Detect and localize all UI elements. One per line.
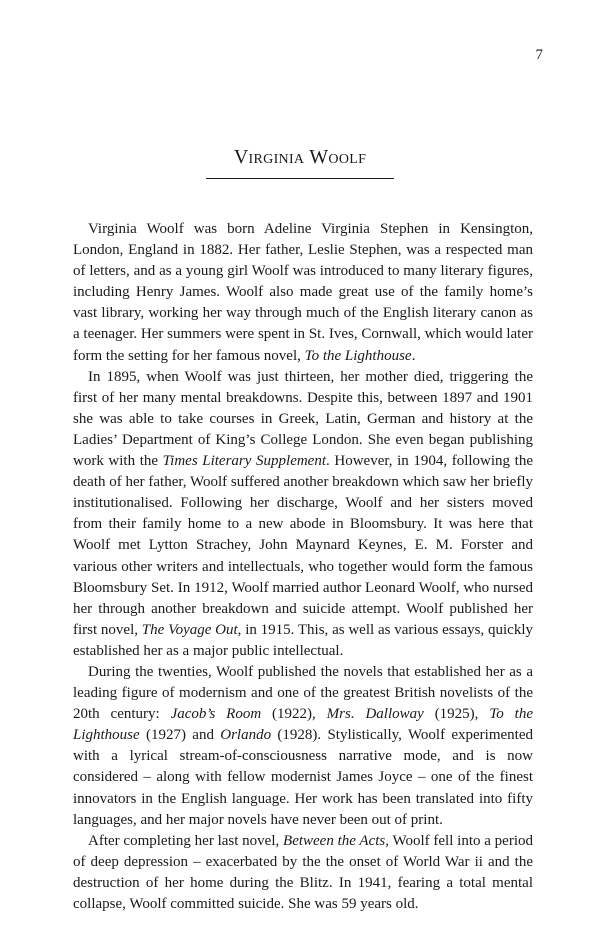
text-segment: , in 1915. This, as well as various essays, quickly established her as a major public intellectual. xyxy=(73,621,533,659)
text-segment: (1925), xyxy=(423,706,490,723)
paragraph-1 xyxy=(73,219,533,367)
paragraph-3 xyxy=(73,662,533,831)
title-rule xyxy=(206,178,394,179)
text-segment: In 1895, when Woolf was just thirteen, her mother died, triggering the first of her many mental breakdowns. Despite this, between 1897 and 1901 she was able to take courses in Greek, Latin, German and history at the Ladies’ Department of King’s College London. She even began publishing work with the xyxy=(73,368,533,470)
book-title-italic: The Voyage Out xyxy=(141,621,238,638)
book-title-italic: Between the Acts xyxy=(283,832,386,849)
paragraph-2 xyxy=(73,367,533,662)
text-segment: . xyxy=(411,347,416,364)
publication-title-italic: Times Literary Supplement xyxy=(162,453,327,470)
text-segment: (1927) and xyxy=(139,727,221,744)
book-title-italic: Jacob’s Room xyxy=(170,706,262,723)
text-segment: , Woolf fell into a period of deep depression – exacerbated by the the onset of World War ii and the destruction of her home during the Blitz. In 1941, fearing a total mental collapse, Woolf committed suicide. She was 59 years old. xyxy=(73,832,533,912)
page-number: 7 xyxy=(535,47,543,63)
paragraph-4 xyxy=(73,831,533,915)
text-segment: (1928). Stylistically, Woolf experimented with a lyrical stream-of-consciousness narrative mode, and is now considered – along with fellow modernist James Joyce – one of the finest innovators in the English language. Her work has been translated into fifty languages, and her major novels have never been out of print. xyxy=(73,727,533,828)
body-text xyxy=(73,219,533,915)
book-title-italic: To the Lighthouse xyxy=(304,347,412,364)
book-title-italic: Mrs. Dalloway xyxy=(326,706,424,723)
text-segment: After completing her last novel, xyxy=(88,832,284,849)
text-segment: Virginia Woolf was born Adeline Virginia Stephen in Kensington, London, England in 1882. Her father, Leslie Stephen, was a respected man of letters, and as a young girl Woolf was introduced to many literary figures, including Henry James. Woolf also made great use of the family home’s vast library, working her way through much of the English literary canon as a teenager. Her summers were spent in St. Ives, Cornwall, which would later form the setting for her famous novel, xyxy=(73,221,533,364)
text-segment: During the twenties, Woolf published the novels that established her as a leading figure of modernism and one of the greatest British novelists of the 20th century: xyxy=(73,663,533,723)
book-title-italic: To the Lighthouse xyxy=(73,706,533,744)
chapter-title: Virginia Woolf xyxy=(233,146,367,168)
text-segment: . However, in 1904, following the death of her father, Woolf suffered another breakdown which saw her briefly institutionalised. Following her discharge, Woolf and her sisters moved from their family home to a new abode in Bloomsbury. It was here that Woolf met Lytton Strachey, John Maynard Keynes, E. M. Forster and various other writers and intellectuals, who together would form the famous Bloomsbury Set. In 1912, Woolf married author Leonard Woolf, who nursed her through another breakdown and suicide attempt. Woolf published her first novel, xyxy=(73,453,533,638)
text-segment: (1922), xyxy=(261,706,327,723)
book-title-italic: Orlando xyxy=(220,727,272,744)
